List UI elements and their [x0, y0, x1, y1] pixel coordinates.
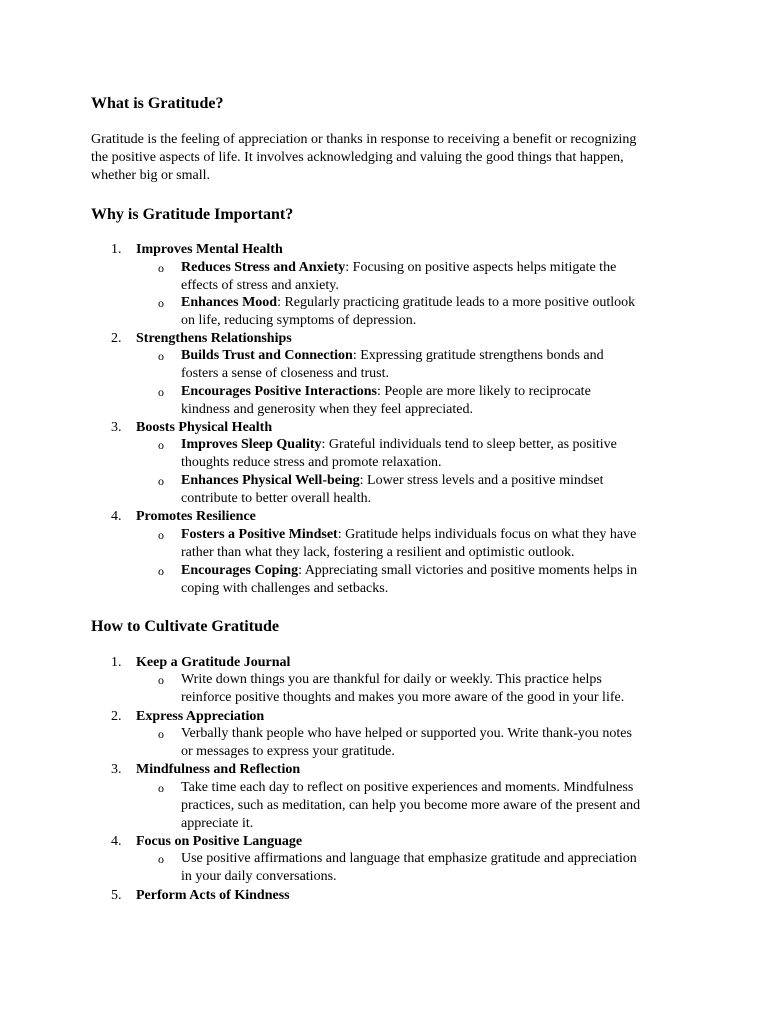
- intro-line: whether big or small.: [91, 168, 210, 183]
- list-item-title: Focus on Positive Language: [136, 834, 303, 849]
- sub-bullet-text: thoughts reduce stress and promote relaxation.: [181, 455, 442, 470]
- sub-bullet-title: Encourages Coping: [181, 563, 299, 578]
- list-number: 1.: [111, 655, 122, 670]
- sub-bullet-text: in your daily conversations.: [181, 869, 337, 884]
- sub-bullet-title: Encourages Positive Interactions: [181, 384, 377, 399]
- list-item-title: Promotes Resilience: [136, 509, 256, 524]
- sub-bullet-text: : Expressing gratitude strengthens bonds and: [352, 348, 604, 363]
- sub-bullet-text: : Lower stress levels and a positive mindset: [359, 473, 604, 488]
- bullet-marker: o: [158, 564, 164, 578]
- sub-bullet-text: reinforce positive thoughts and makes you more aware of the good in your life.: [181, 690, 625, 705]
- list-number: 2.: [111, 331, 122, 346]
- sub-bullet-text: : Grateful individuals tend to sleep better, as positive: [321, 437, 617, 452]
- heading-how-to-cultivate: How to Cultivate Gratitude: [91, 618, 279, 635]
- list-number: 3.: [111, 420, 122, 435]
- bullet-marker: o: [158, 528, 164, 542]
- intro-line: Gratitude is the feeling of appreciation or thanks in response to receiving a benefit or recognizing: [91, 132, 637, 147]
- list-number: 4.: [111, 834, 122, 849]
- heading-why-important: Why is Gratitude Important?: [91, 206, 294, 223]
- sub-bullet-title: Fosters a Positive Mindset: [181, 527, 338, 542]
- list-number: 1.: [111, 242, 122, 257]
- bullet-marker: o: [158, 438, 164, 452]
- bullet-marker: o: [158, 385, 164, 399]
- intro-paragraph: [91, 131, 691, 185]
- sub-bullet-title: Improves Sleep Quality: [181, 437, 322, 452]
- bullet-marker: o: [158, 261, 164, 275]
- list-item-title: Improves Mental Health: [136, 242, 283, 257]
- sub-bullet-text: Use positive affirmations and language that emphasize gratitude and appreciation: [181, 851, 637, 866]
- sub-bullet-text: : Focusing on positive aspects helps mitigate the: [345, 260, 617, 275]
- bullet-marker: o: [158, 296, 164, 310]
- heading-what-is-gratitude: What is Gratitude?: [91, 95, 224, 112]
- sub-bullet-title: Enhances Mood: [181, 295, 278, 310]
- sub-bullet-text: effects of stress and anxiety.: [181, 278, 339, 293]
- bullet-marker: o: [158, 727, 164, 741]
- sub-bullet-text: Verbally thank people who have helped or supported you. Write thank-you notes: [181, 726, 632, 741]
- sub-bullet-text: kindness and generosity when they feel appreciated.: [181, 402, 473, 417]
- list-number: 5.: [111, 888, 122, 903]
- list-number: 3.: [111, 762, 122, 777]
- sub-bullet-text: Write down things you are thankful for daily or weekly. This practice helps: [181, 672, 602, 687]
- list-item-title: Keep a Gratitude Journal: [136, 655, 291, 670]
- list-item-title: Strengthens Relationships: [136, 331, 292, 346]
- list-number: 2.: [111, 709, 122, 724]
- sub-bullet-text: : Appreciating small victories and positive moments helps in: [298, 563, 638, 578]
- bullet-marker: o: [158, 852, 164, 866]
- sub-bullet-text: practices, such as meditation, can help you become more aware of the present and: [181, 798, 641, 813]
- intro-line: the positive aspects of life. It involves acknowledging and valuing the good things that happen,: [91, 150, 624, 165]
- list-item-title: Mindfulness and Reflection: [136, 762, 301, 777]
- sub-bullet-text: Take time each day to reflect on positive experiences and moments. Mindfulness: [181, 780, 634, 795]
- sub-bullet-text: or messages to express your gratitude.: [181, 744, 395, 759]
- sub-bullet-text: : Gratitude helps individuals focus on what they have: [337, 527, 637, 542]
- bullet-marker: o: [158, 474, 164, 488]
- list-item-title: Perform Acts of Kindness: [136, 888, 290, 903]
- bullet-marker: o: [158, 673, 164, 687]
- sub-bullet-title: Reduces Stress and Anxiety: [181, 260, 346, 275]
- list-item-title: Boosts Physical Health: [136, 420, 273, 435]
- sub-bullet-text: coping with challenges and setbacks.: [181, 581, 389, 596]
- list-item-title: Express Appreciation: [136, 709, 265, 724]
- bullet-marker: o: [158, 349, 164, 363]
- sub-bullet-text: rather than what they lack, fostering a resilient and optimistic outlook.: [181, 545, 575, 560]
- bullet-marker: o: [158, 781, 164, 795]
- sub-bullet-title: Enhances Physical Well-being: [181, 473, 360, 488]
- sub-bullet-text: on life, reducing symptoms of depression.: [181, 313, 417, 328]
- sub-bullet-text: fosters a sense of closeness and trust.: [181, 366, 390, 381]
- list-number: 4.: [111, 509, 122, 524]
- sub-bullet-text: appreciate it.: [181, 816, 254, 831]
- sub-bullet-text: : Regularly practicing gratitude leads to a more positive outlook: [277, 295, 636, 310]
- sub-bullet-title: Builds Trust and Connection: [181, 348, 353, 363]
- sub-bullet-text: : People are more likely to reciprocate: [376, 384, 591, 399]
- sub-bullet-text: contribute to better overall health.: [181, 491, 372, 506]
